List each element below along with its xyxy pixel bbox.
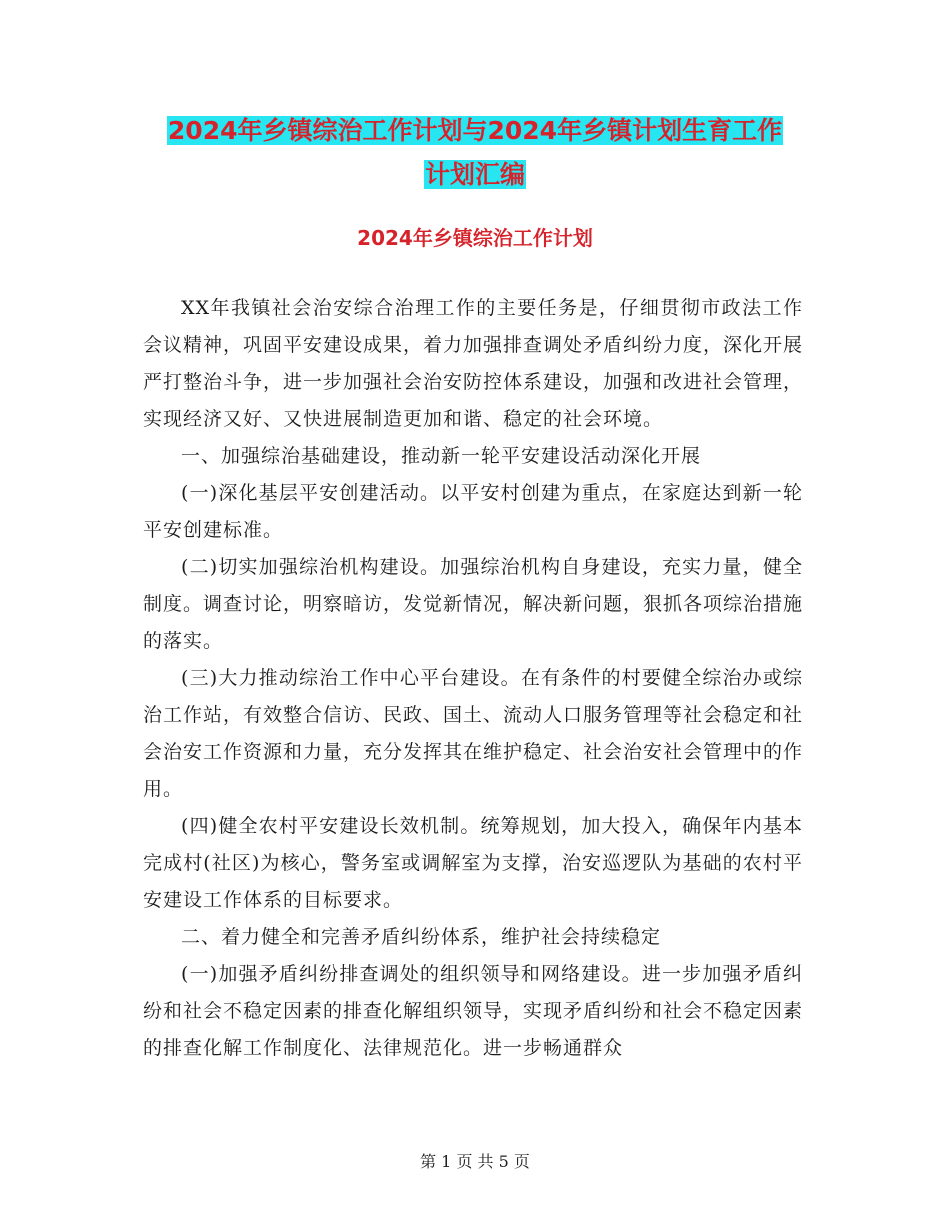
document-title-line-1 <box>0 108 950 154</box>
document-title-line-2 <box>0 152 950 198</box>
heading-paragraph: 二、着力健全和完善矛盾纠纷体系，维护社会持续稳定 <box>181 926 662 948</box>
heading-paragraph: 一、加强综治基础建设，推动新一轮平安建设活动深化开展 <box>181 445 702 467</box>
paragraph: (一)加强矛盾纠纷排查调处的组织领导和网络建设。进一步加强矛盾纠纷和社会不稳定因素的排查化解组织领导，实现矛盾纠纷和社会不稳定因素的排查化解工作制度化、法律规范化。进一步畅通群众 <box>143 963 804 1059</box>
document-title-text-2: 计划汇编 <box>424 160 525 189</box>
document-body <box>143 290 803 1067</box>
page-number-footer: 第 1 页 共 5 页 <box>420 1152 530 1171</box>
paragraph: XX年我镇社会治安综合治理工作的主要任务是，仔细贯彻市政法工作会议精神，巩固平安建设成果，着力加强排查调处矛盾纠纷力度，深化开展严打整治斗争，进一步加强社会治安防控体系建设，加强和改进社会管理，实现经济又好、又快进展制造更加和谐、稳定的社会环境。 <box>143 297 804 430</box>
document-title-text-1: 2024年乡镇综治工作计划与2024年乡镇计划生育工作 <box>167 116 783 145</box>
paragraph: (三)大力推动综治工作中心平台建设。在有条件的村要健全综治办或综治工作站，有效整合信访、民政、国土、流动人口服务管理等社会稳定和社会治安工作资源和力量，充分发挥其在维护稳定、社会治安社会管理中的作用。 <box>143 667 804 800</box>
paragraph: (一)深化基层平安创建活动。以平安村创建为重点，在家庭达到新一轮平安创建标准。 <box>143 482 803 541</box>
section-title: 2024年乡镇综治工作计划 <box>357 226 593 250</box>
paragraph: (四)健全农村平安建设长效机制。统筹规划，加大投入，确保年内基本完成村(社区)为核心，警务室或调解室为支撑，治安巡逻队为基础的农村平安建设工作体系的目标要求。 <box>143 815 803 911</box>
paragraph: (二)切实加强综治机构建设。加强综治机构自身建设，充实力量，健全制度。调查讨论，明察暗访，发觉新情况，解决新问题，狠抓各项综治措施的落实。 <box>143 556 804 652</box>
